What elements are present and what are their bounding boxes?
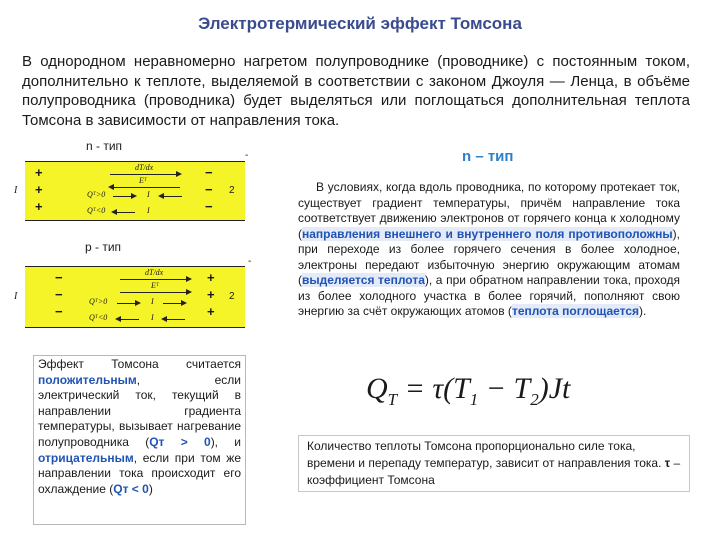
n-right-sign: − <box>205 199 213 214</box>
n-right-num: 2 <box>229 185 235 196</box>
n-left-current: I <box>14 185 18 196</box>
p-i2-arrow <box>163 319 185 320</box>
negative-term: отрицательным <box>38 450 134 465</box>
n-dash: - <box>245 150 249 161</box>
n-field-label: Eᵀ <box>139 176 147 185</box>
p-field-label: Eᵀ <box>151 281 159 290</box>
p-i2: I <box>151 313 154 322</box>
explanation-text: ). <box>639 304 647 318</box>
p-right-sign: + <box>207 304 215 319</box>
sign-definition-box <box>33 355 246 525</box>
thomson-coefficient-box <box>298 435 690 492</box>
box-text: ), и <box>210 434 242 449</box>
p-grad-arrow <box>120 279 190 280</box>
p-left-current: I <box>14 291 18 302</box>
formula-q-sub: T <box>387 390 398 409</box>
thomson-formula <box>366 372 570 410</box>
intro-paragraph: В однородном неравномерно нагретом полупроводнике (проводнике) с постоянным током, дополнительно к теплоте, выделяемой в соответствии с законом Джоуля — Ленца, в объёме полупроводника (проводника) будет выделяться или поглощаться дополнительная теплота Томсона в зависимости от направления тока. <box>22 53 690 129</box>
formula-sub-1: 1 <box>469 390 479 409</box>
box-text: , если электрический ток, текущий в направлении градиента температуры, вызывает нагревание полупроводника ( <box>38 372 241 449</box>
n-grad-arrow <box>110 174 180 175</box>
n-left-signs <box>35 166 47 213</box>
p-field-arrow <box>120 292 190 293</box>
n-q2-arrow <box>113 212 135 213</box>
p-type-diagram <box>25 266 245 328</box>
n-q1-arrow <box>113 196 135 197</box>
p-right-sign: + <box>207 270 215 285</box>
p-left-signs <box>55 271 67 318</box>
p-i1-arrow <box>163 303 185 304</box>
coef-text: Количество теплоты Томсона пропорционально силе тока, времени и перепаду температур, зависит от направления тока. <box>307 439 665 470</box>
highlight-heat-released: выделяется теплота <box>302 273 425 287</box>
explanation-text: ), при переходе из более горячего сечения в более холодное, электроны передают избыточную энергию окружающим атомам ( <box>298 226 680 287</box>
p-left-sign: − <box>55 287 63 302</box>
box-text: , если при том же направлении тока происходит его охлаждение ( <box>38 450 241 496</box>
n-left-sign: + <box>35 182 43 197</box>
p-q2-arrow <box>117 319 139 320</box>
formula-part: )Jt <box>538 372 571 405</box>
p-dash: - <box>248 256 252 267</box>
p-right-num: 2 <box>229 291 235 302</box>
n-i1: I <box>147 190 150 199</box>
p-q1-arrow <box>117 303 139 304</box>
p-right-signs <box>207 271 219 318</box>
formula-part: − T <box>478 372 531 405</box>
explanation-text: ), а при обратном направлении тока, проходя из более холодного участка в более горячий, пополняют свою энергию за счёт окружающих атомов ( <box>298 273 680 318</box>
p-i1: I <box>151 297 154 306</box>
p-left-sign: − <box>55 270 63 285</box>
p-grad-label: dT/dx <box>145 268 164 277</box>
n-type-heading: n – тип <box>462 148 514 165</box>
q-negative: Qт < 0 <box>113 481 149 496</box>
q-positive: Qт > 0 <box>149 434 211 449</box>
explanation-text: В условиях, когда вдоль проводника, по которому протекает ток, существует градиент температуры, причём направление тока соответствует движению электронов от горячего конца к холодному ( <box>298 180 680 241</box>
n-field-arrow <box>110 187 180 188</box>
n-left-sign: + <box>35 165 43 180</box>
formula-part: = τ(T <box>397 372 470 405</box>
n-i2: I <box>147 206 150 215</box>
coef-text: – коэффициент Томсона <box>307 456 681 487</box>
n-right-sign: − <box>205 165 213 180</box>
formula-sub-2: 2 <box>530 390 539 409</box>
page-title: Электротермический эффект Томсона <box>198 14 522 33</box>
n-i1-arrow <box>160 196 182 197</box>
n-right-signs <box>205 166 217 213</box>
box-text: Эффект Томсона считается <box>38 357 241 371</box>
p-type-label: p - тип <box>85 240 122 254</box>
p-right-sign: + <box>207 287 215 302</box>
n-type-diagram <box>25 161 245 221</box>
n-q1: Qᵀ>0 <box>87 190 106 199</box>
n-grad-label: dT/dx <box>135 163 154 172</box>
n-type-label: n - тип <box>86 139 123 153</box>
p-q1: Qᵀ>0 <box>89 297 108 306</box>
highlight-fields-opposite: направления внешнего и внутреннего поля противоположны <box>302 226 673 241</box>
box-text: ) <box>148 481 153 496</box>
n-type-explanation <box>298 180 680 320</box>
p-q2: Qᵀ<0 <box>89 313 108 322</box>
highlight-heat-absorbed: теплота поглощается <box>511 304 640 318</box>
n-right-sign: − <box>205 182 213 197</box>
tau-symbol: τ <box>664 456 671 470</box>
n-q2: Qᵀ<0 <box>87 206 106 215</box>
formula-q: Q <box>366 372 388 405</box>
p-left-sign: − <box>55 304 63 319</box>
n-left-sign: + <box>35 199 43 214</box>
positive-term: положительным <box>38 372 137 387</box>
